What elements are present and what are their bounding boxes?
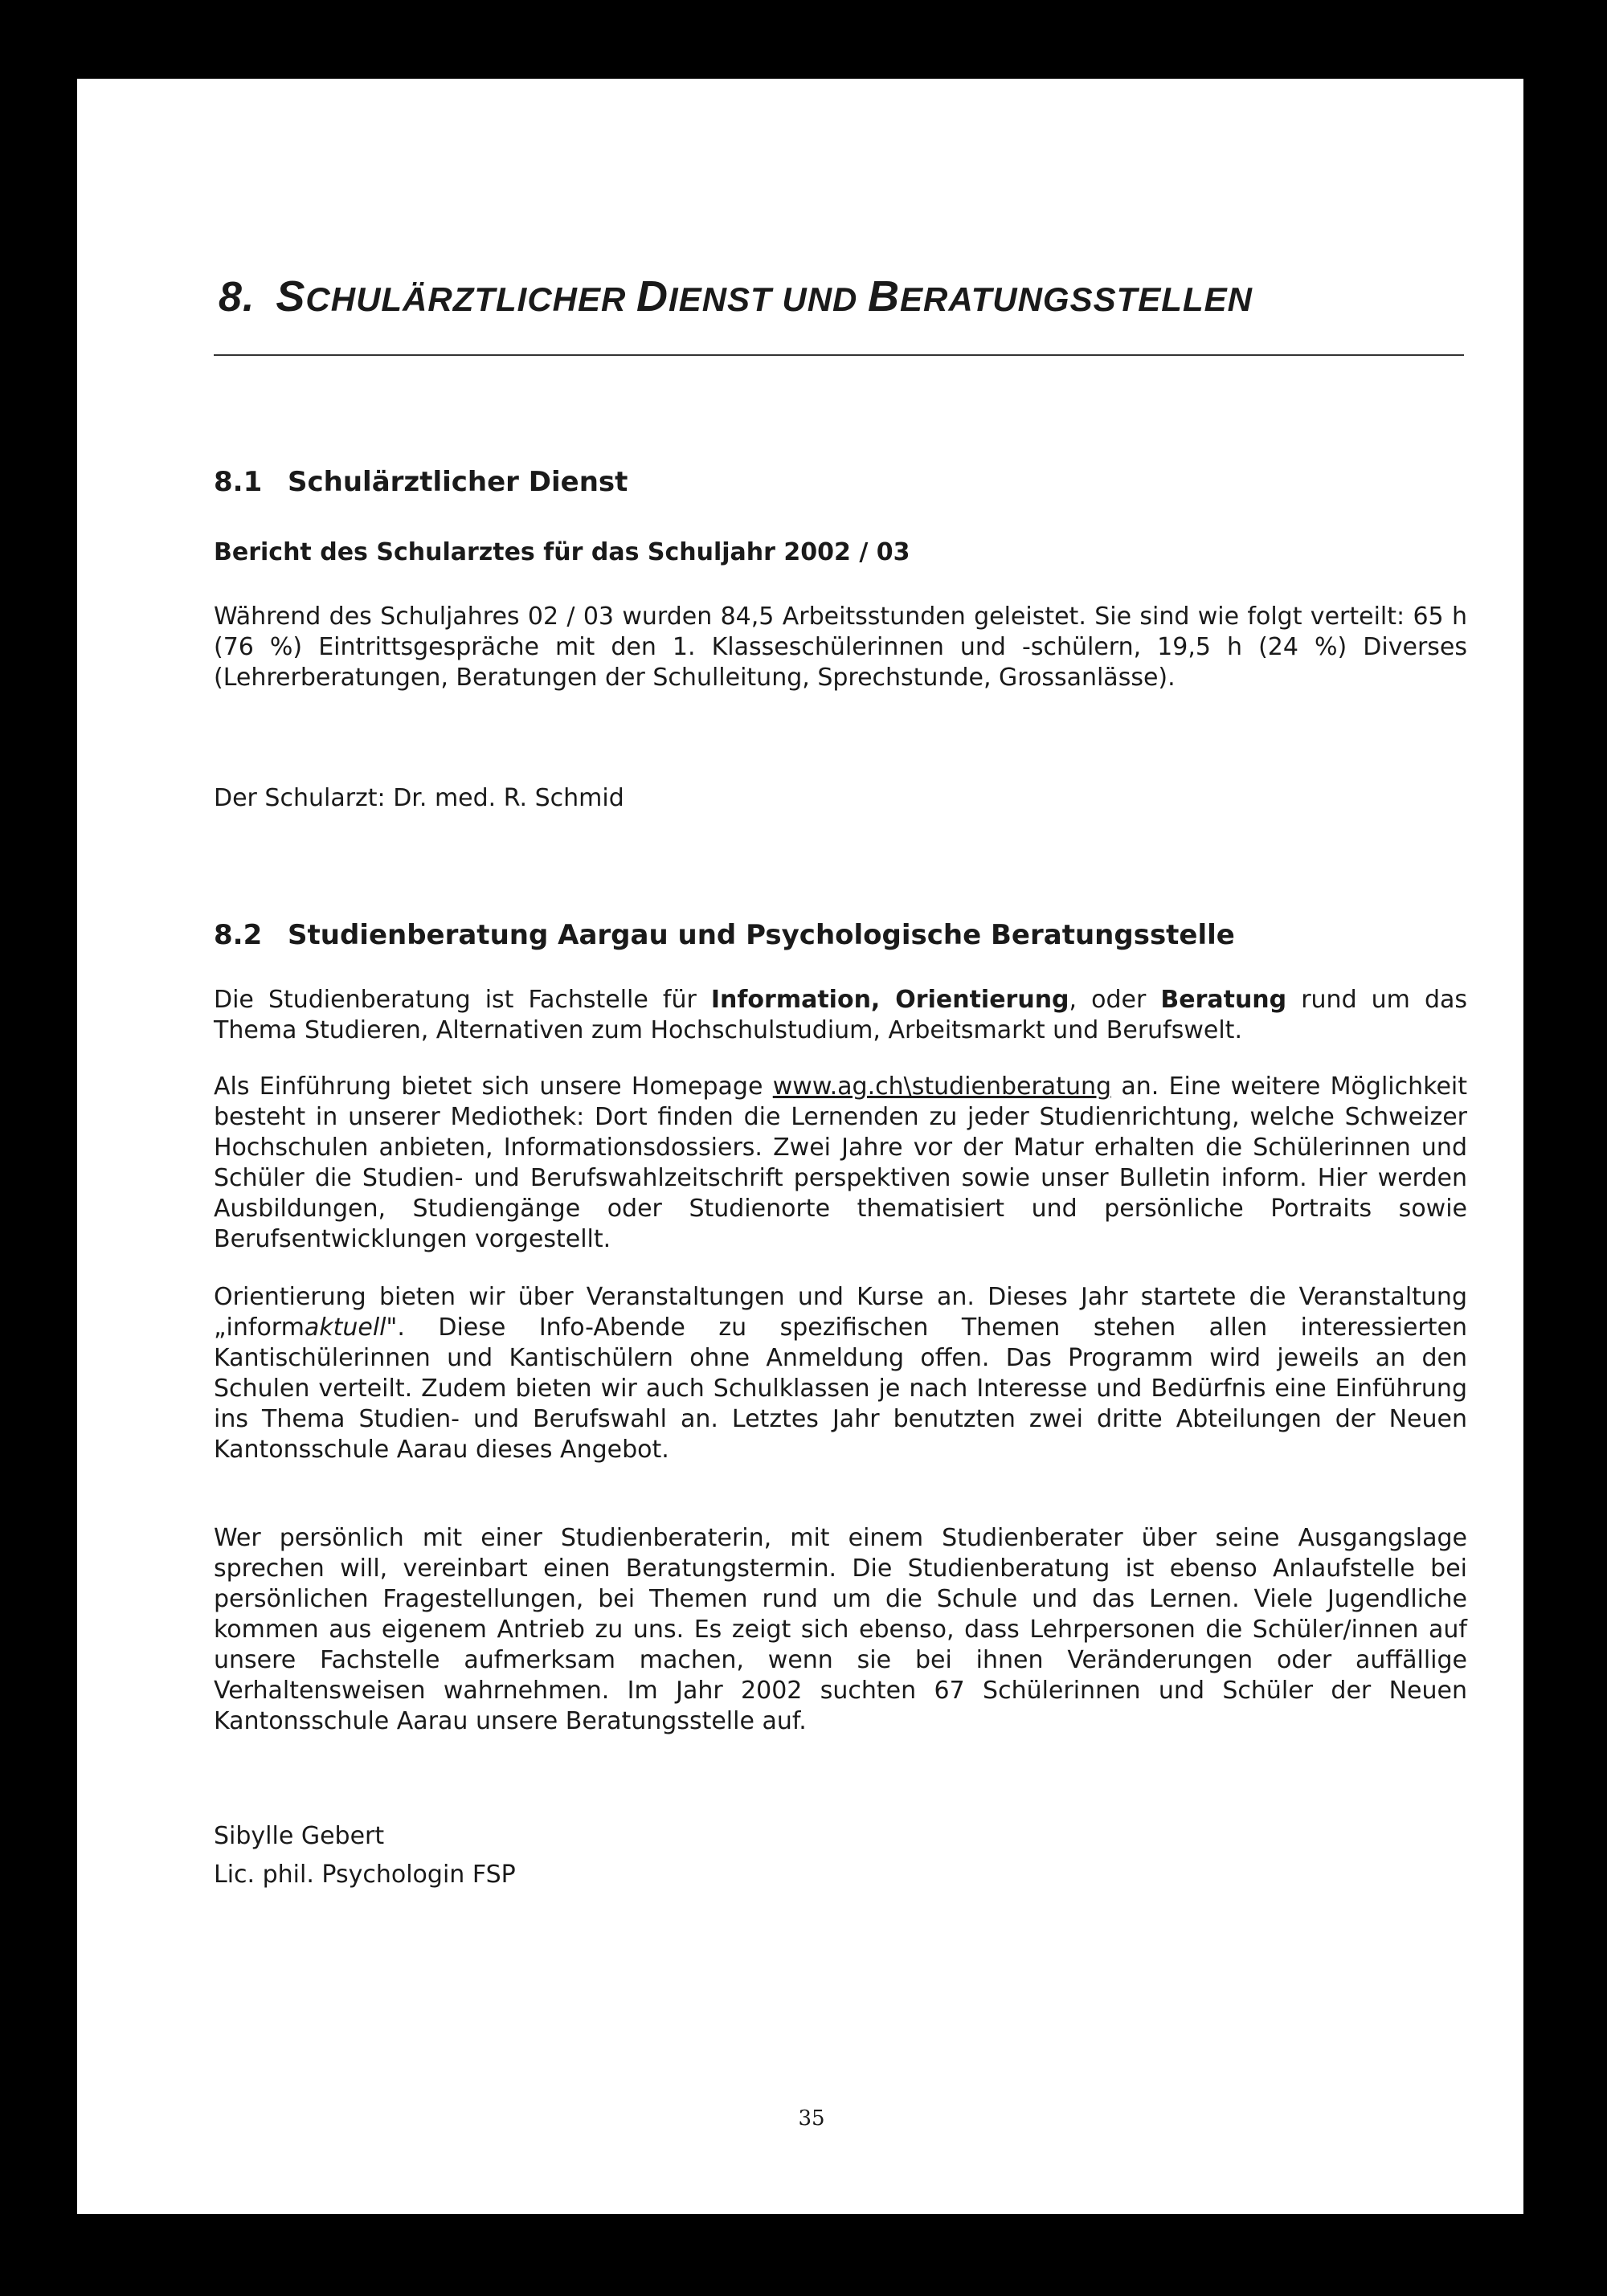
- section-heading-8-2: [214, 919, 1467, 951]
- psychologist-signature: Sibylle Gebert Lic. phil. Psychologin FSP: [214, 1822, 516, 1889]
- paragraph-counseling: Wer persönlich mit einer Studienberaterin, mit einem Studienberater über seine Ausgangslage sprechen will, vereinbart einen Beratungstermin. Die Studienberatung ist ebenso Anlaufstelle bei persönlichen Fragestellungen, bei Themen rund um die Schule und das Lernen. Viele Jugendliche kommen aus eigenem Antrieb zu uns. Es zeigt sich ebenso, dass Lehrpersonen die Schüler/innen auf unsere Fachstelle aufmerksam machen, wenn sie bei ihnen Veränderungen oder auffällige Verhaltensweisen wahrnehmen. Im Jahr 2002 suchten 67 Schülerinnen und Schüler der Neuen Kantonsschule Aarau unsere Beratungsstelle auf.: [214, 1524, 1467, 1735]
- title-divider: [214, 354, 1464, 356]
- paragraph-homepage: Als Einführung bietet sich unsere Homepage www.ag.ch\studienberatung an. Eine weitere Möglichkeit besteht in unserer Mediothek: Dort finden die Lernenden zu jeder Studienrichtung, welche Schweizer Hochschulen anbieten, Informationsdossiers. Zwei Jahre vor der Matur erhalten die Schülerinnen und Schüler die Studien- und Berufswahlzeitschrift perspektiven sowie unser Bulletin inform. Hier werden Ausbildungen, Studiengänge oder Studienorte thematisiert und persönliche Portraits sowie Berufsentwicklungen vorgestellt.: [214, 1072, 1467, 1253]
- chapter-number: 8.: [219, 274, 256, 321]
- paragraph-school-doctor: Während des Schuljahres 02 / 03 wurden 84,5 Arbeitsstunden geleistet. Sie sind wie folgt verteilt: 65 h (76 %) Eintrittsgespräche mit den 1. Klasseschülerinnen und -schülern, 19,5 h (24 %) Diverses (Lehrerberatungen, Beratungen der Schulleitung, Sprechstunde, Grossanlässe).: [214, 603, 1467, 692]
- school-doctor-signature: Der Schularzt: Dr. med. R. Schmid: [214, 784, 624, 812]
- paragraph-intro: Die Studienberatung ist Fachstelle für Information, Orientierung, oder Beratung rund um das Thema Studieren, Alternativen zum Hochschulstudium, Arbeitsmarkt und Berufswelt.: [214, 986, 1467, 1044]
- report-subtitle: Bericht des Schularztes für das Schuljahr 2002 / 03: [214, 538, 910, 566]
- chapter-title: 8. SCHULÄRZTLICHER DIENST UND BERATUNGSSTELLEN: [219, 272, 1253, 321]
- document-page: [77, 79, 1523, 2214]
- homepage-link[interactable]: www.ag.ch\studienberatung: [772, 1072, 1112, 1101]
- section-title: 8.1 Schulärztlicher Dienst: [214, 466, 628, 498]
- page-number: 35: [798, 2106, 825, 2131]
- section-heading-8-1: [214, 466, 1467, 498]
- section-title: 8.2 Studienberatung Aargau und Psychologische Beratungsstelle: [214, 919, 1235, 951]
- paragraph-orientation: Orientierung bieten wir über Veranstaltungen und Kurse an. Dieses Jahr startete die Veranstaltung „informaktuell". Diese Info-Abende zu spezifischen Themen stehen allen interessierten Kantischülerinnen und Kantischülern ohne Anmeldung offen. Das Programm wird jeweils an den Schulen verteilt. Zudem bieten wir auch Schulklassen je nach Interesse und Bedürfnis eine Einführung ins Thema Studien- und Berufswahl an. Letztes Jahr benutzten zwei dritte Abteilungen der Neuen Kantonsschule Aarau dieses Angebot.: [214, 1283, 1467, 1464]
